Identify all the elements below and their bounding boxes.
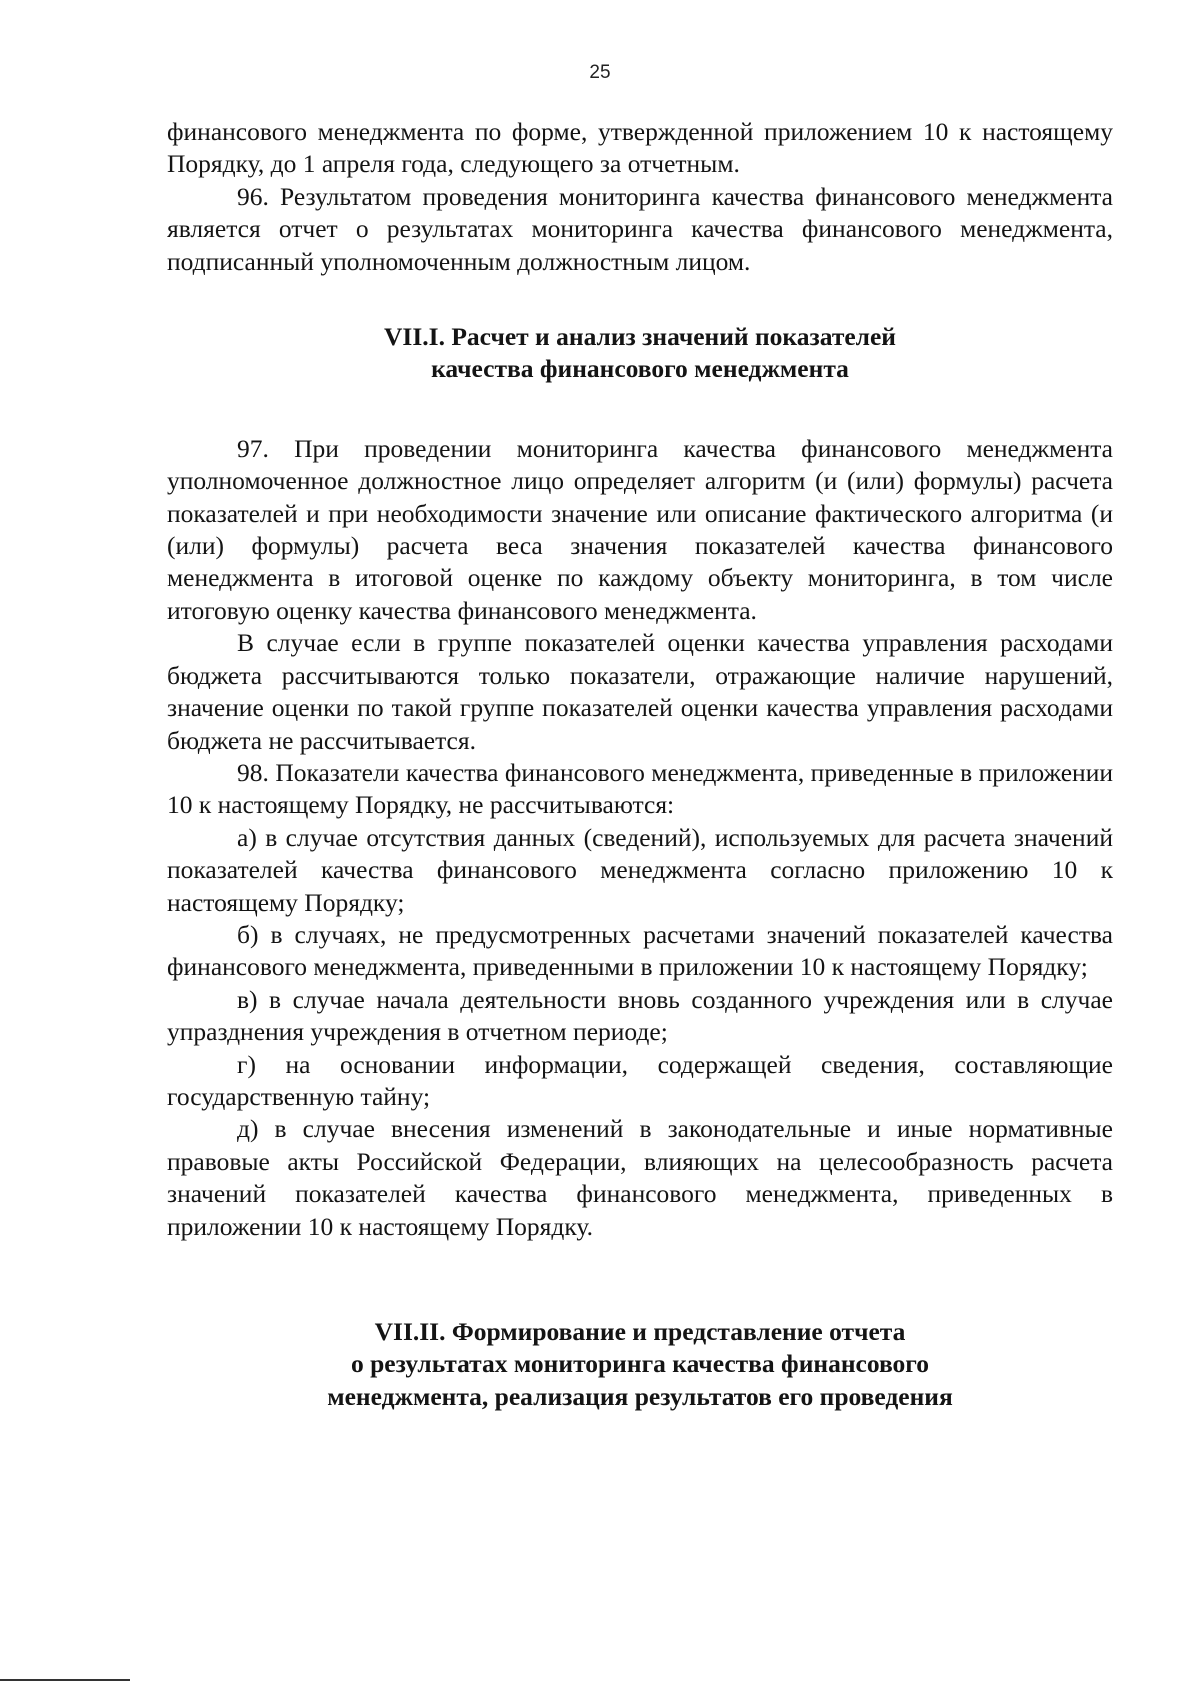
heading-line: о результатах мониторинга качества финансового [350,1349,930,1379]
section-heading-vii-i [167,321,1113,386]
list-item-v: в) в случае начала деятельности вновь созданного учреждения или в случае упразднения учреждения в отчетном периоде; [167,984,1113,1047]
spacer [167,1243,1113,1316]
paragraph-continuation: финансового менеджмента по форме, утвержденной приложением 10 к настоящему Порядку, до 1 апреля года, следующего за отчетным. [167,117,1113,179]
heading-line: качества финансового менеджмента [431,354,849,384]
heading-line: VII.II. Формирование и представление отчета [374,1317,906,1346]
spacer [167,278,1113,321]
page-number: 25 [589,62,611,83]
list-item-d: д) в случае внесения изменений в законодательные и иные нормативные правовые акты Российской Федерации, влияющих на целесообразность расчета значений показателей качества финансового менеджмента, приведенных в приложении 10 к настоящему Порядку. [167,1114,1113,1241]
heading-line: VII.I. Расчет и анализ значений показателей [384,322,896,352]
paragraph-96: 96. Результатом проведения мониторинга качества финансового менеджмента является отчет о результатах мониторинга качества финансового менеджмента, подписанный уполномоченным должностным лицом. [167,181,1113,276]
scan-edge-line [0,1679,130,1681]
spacer [167,386,1113,433]
document-body [167,116,1113,1413]
list-item-a: а) в случае отсутствия данных (сведений), используемых для расчета значений показателей качества финансового менеджмента согласно приложению 10 к настоящему Порядку; [167,822,1113,917]
paragraph-97-case: В случае если в группе показателей оценки качества управления расходами бюджета рассчитываются только показатели, отражающие наличие нарушений, значение оценки по такой группе показателей оценки качества управления расходами бюджета не рассчитывается. [167,628,1113,755]
section-heading-vii-ii [167,1316,1113,1413]
list-item-b: б) в случаях, не предусмотренных расчетами значений показателей качества финансового менеджмента, приведенными в приложении 10 к настоящему Порядку; [167,919,1113,982]
paragraph-97: 97. При проведении мониторинга качества финансового менеджмента уполномоченное должностное лицо определяет алгоритм (и (или) формулы) расчета показателей и при необходимости значение или описание фактического алгоритма (и (или) формулы) расчета веса значения показателей качества финансового менеджмента в итоговой оценке по каждому объекту мониторинга, в том числе итоговую оценку качества финансового менеджмента. [167,433,1113,625]
paragraph-98: 98. Показатели качества финансового менеджмента, приведенные в приложении 10 к настоящему Порядку, не рассчитываются: [167,757,1113,820]
heading-line: менеджмента, реализация результатов его проведения [327,1381,953,1411]
list-item-g: г) на основании информации, содержащей сведения, составляющие государственную тайну; [167,1049,1113,1111]
